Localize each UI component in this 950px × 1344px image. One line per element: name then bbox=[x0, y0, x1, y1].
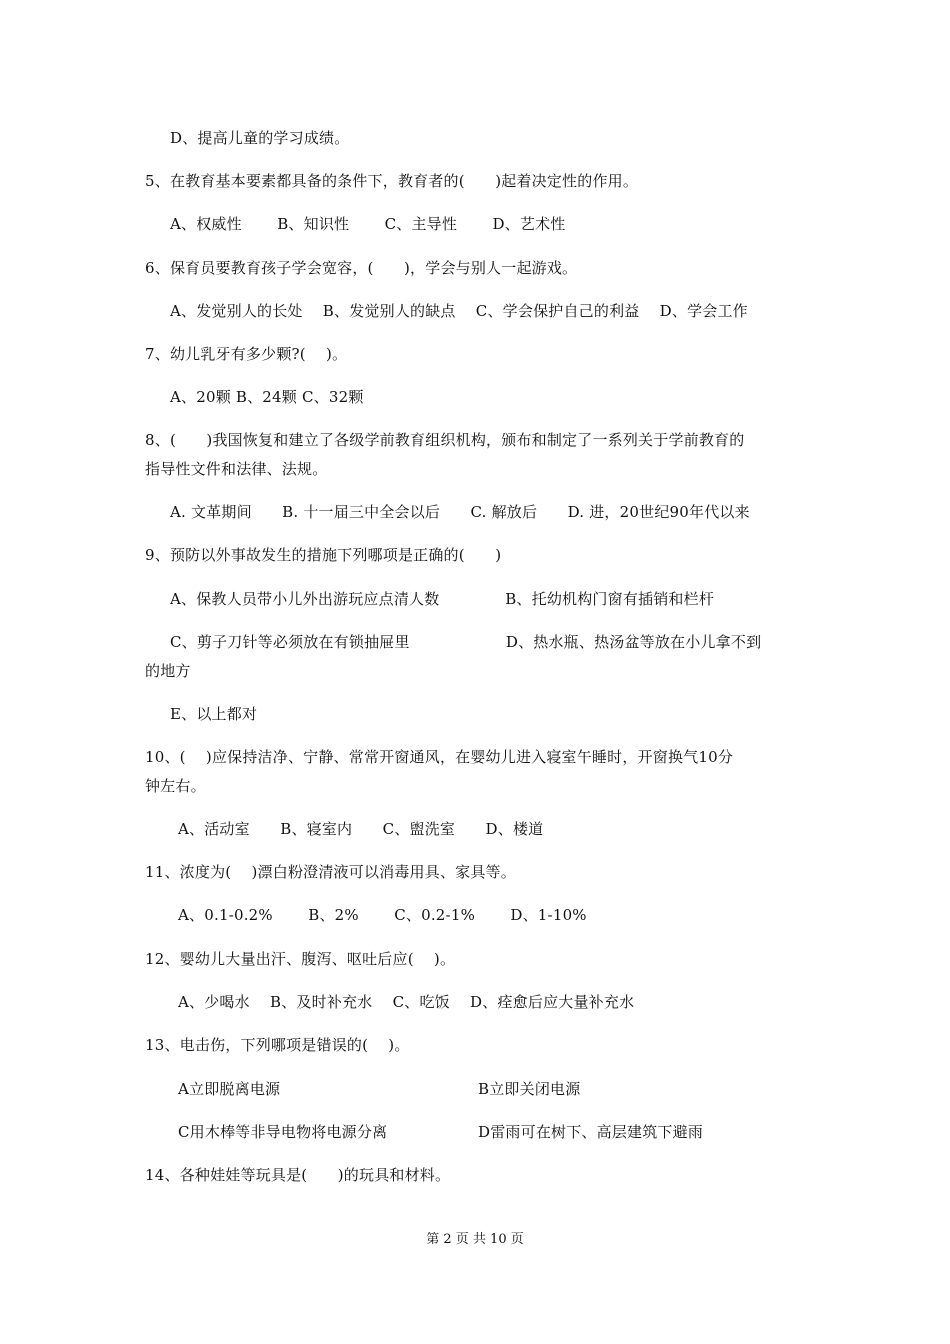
q8-options: A. 文革期间 B. 十一届三中全会以后 C. 解放后 D. 进，20世纪90年代以来 bbox=[170, 503, 750, 521]
question-13: 13、电击伤，下列哪项是错误的( )。 bbox=[145, 1036, 410, 1054]
q12-options: A、少喝水 B、及时补充水 C、吃饭 D、痊愈后应大量补充水 bbox=[178, 993, 635, 1011]
question-8-line-1: 8、( )我国恢复和建立了各级学前教育组织机构，颁布和制定了一系列关于学前教育的 bbox=[145, 431, 745, 449]
q9-options-ab: A、保教人员带小儿外出游玩应点清人数 B、托幼机构门窗有插销和栏杆 bbox=[170, 590, 715, 608]
question-8-line-2: 指导性文件和法律、法规。 bbox=[145, 460, 328, 478]
question-7: 7、幼儿乳牙有多少颗?( )。 bbox=[145, 345, 348, 363]
q5-options: A、权威性 B、知识性 C、主导性 D、艺术性 bbox=[170, 215, 566, 233]
question-9: 9、预防以外事故发生的措施下列哪项是正确的( ) bbox=[145, 546, 502, 564]
q9-options-cd: C、剪子刀针等必须放在有锁抽屉里 D、热水瓶、热汤盆等放在小儿拿不到 bbox=[170, 633, 762, 651]
question-12: 12、婴幼儿大量出汗、腹泻、呕吐后应( )。 bbox=[145, 950, 456, 968]
q6-options: A、发觉别人的长处 B、发觉别人的缺点 C、学会保护自己的利益 D、学会工作 bbox=[170, 302, 748, 320]
q9-option-e: E、以上都对 bbox=[170, 705, 258, 723]
q13-option-a: A立即脱离电源 bbox=[178, 1080, 281, 1098]
q13-option-d: D雷雨可在树下、高层建筑下避雨 bbox=[478, 1123, 704, 1141]
q10-options: A、活动室 B、寝室内 C、盥洗室 D、楼道 bbox=[178, 820, 544, 838]
q13-option-c: C用木棒等非导电物将电源分离 bbox=[178, 1123, 388, 1141]
q4-option-d: D、提高儿童的学习成绩。 bbox=[170, 129, 350, 147]
question-11: 11、浓度为( )漂白粉澄清液可以消毒用具、家具等。 bbox=[145, 863, 516, 881]
q9-options-cd-cont: 的地方 bbox=[145, 662, 191, 680]
q13-option-b: B立即关闭电源 bbox=[478, 1080, 581, 1098]
question-5: 5、在教育基本要素都具备的条件下，教育者的( )起着决定性的作用。 bbox=[145, 172, 639, 190]
q11-options: A、0.1-0.2% B、2% C、0.2-1% D、1-10% bbox=[178, 906, 587, 924]
question-10-line-1: 10、( )应保持洁净、宁静、常常开窗通风，在婴幼儿进入寝室午睡时，开窗换气10分 bbox=[145, 748, 734, 766]
question-6: 6、保育员要教育孩子学会宽容，( )，学会与别人一起游戏。 bbox=[145, 259, 578, 277]
question-14: 14、各种娃娃等玩具是( )的玩具和材料。 bbox=[145, 1166, 451, 1184]
q7-options: A、20颗 B、24颗 C、32颗 bbox=[170, 388, 364, 406]
page-footer: 第 2 页 共 10 页 bbox=[426, 1232, 524, 1247]
question-10-line-2: 钟左右。 bbox=[145, 777, 206, 795]
